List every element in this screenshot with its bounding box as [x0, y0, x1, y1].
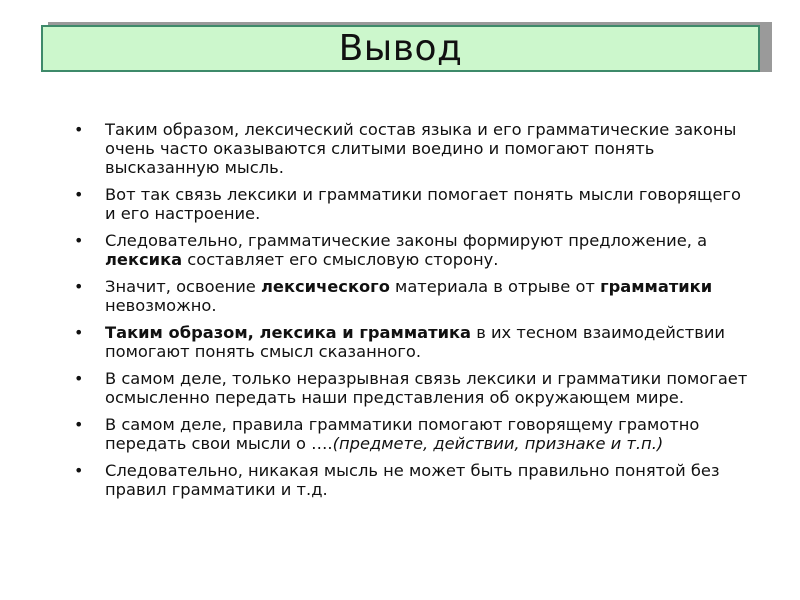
bullet-text-segment: Следовательно, никакая мысль не может быть правильно понятой без правил грамматики и т.д.: [105, 461, 720, 499]
page-title: Вывод: [338, 27, 463, 69]
bullet-item: [72, 369, 752, 407]
bullet-dot-icon: •: [74, 461, 84, 480]
bullet-dot-icon: •: [74, 231, 84, 250]
bullet-text-segment: материала в отрыве от: [389, 277, 601, 296]
bullet-text-segment: лексического: [261, 277, 390, 296]
bullet-text-segment: В самом деле, только неразрывная связь лексики и грамматики помогает осмысленно передать наши представления об окружающем мире.: [105, 369, 748, 407]
bullet-item: [72, 323, 752, 361]
bullet-text-segment: Таким образом, лексический состав языка и его грамматические законы очень часто оказываются слитыми воедино и помогают понять высказанную мысль.: [105, 120, 737, 177]
bullet-list: [72, 120, 752, 507]
bullet-text-segment: Значит, освоение: [105, 277, 261, 296]
bullet-dot-icon: •: [74, 120, 84, 139]
bullet-text-segment: грамматики: [600, 277, 713, 296]
bullet-item: [72, 231, 752, 269]
bullet-text-segment: В самом деле, правила грамматики помогают говорящему грамотно передать свои мысли о ….: [105, 415, 700, 453]
bullet-item: [72, 185, 752, 223]
bullet-text-segment: Таким образом, лексика и грамматика: [105, 323, 472, 342]
bullet-dot-icon: •: [74, 323, 84, 342]
bullet-dot-icon: •: [74, 277, 84, 296]
bullet-text-segment: в их тесном взаимодействии помогают понять смысл сказанного.: [105, 323, 725, 361]
bullet-item: [72, 277, 752, 315]
bullet-dot-icon: •: [74, 415, 84, 434]
bullet-text-segment: невозможно.: [105, 296, 217, 315]
bullet-text-segment: составляет его смысловую сторону.: [182, 250, 499, 269]
bullet-dot-icon: •: [74, 185, 84, 204]
bullet-text-segment: (предмете, действии, признаке и т.п.): [332, 434, 664, 453]
bullet-dot-icon: •: [74, 369, 84, 388]
bullet-text-segment: Следовательно, грамматические законы формируют предложение, а: [105, 231, 708, 250]
bullet-item: [72, 120, 752, 177]
bullet-text-segment: Вот так связь лексики и грамматики помогает понять мысли говорящего и его настроение.: [105, 185, 741, 223]
bullet-text-segment: лексика: [105, 250, 183, 269]
bullet-item: [72, 461, 752, 499]
title-box: [41, 25, 760, 72]
bullet-item: [72, 415, 752, 453]
